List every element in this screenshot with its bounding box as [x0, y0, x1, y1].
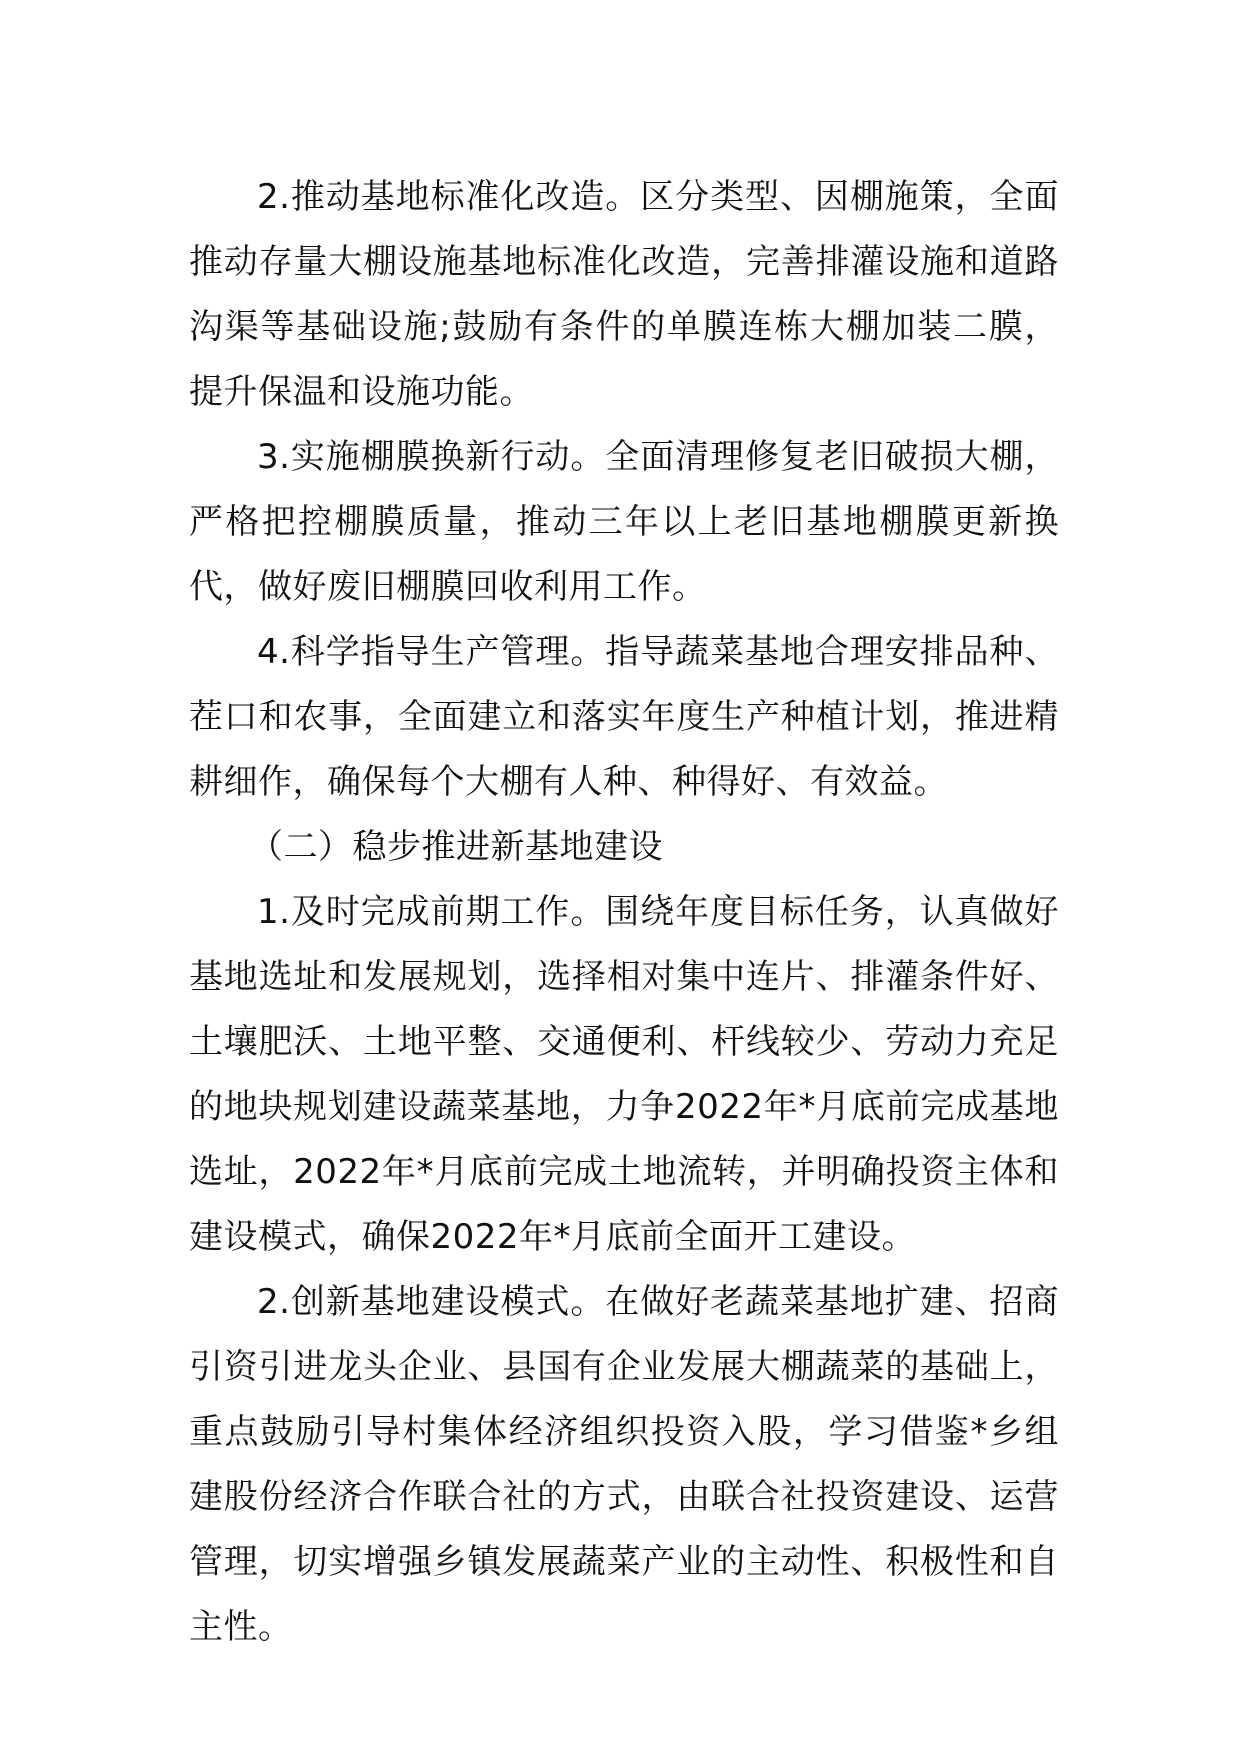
paragraph-standardization: 2.推动基地标准化改造。区分类型、因棚施策，全面推动存量大棚设施基地标准化改造，完善排灌设施和道路沟渠等基础设施;鼓励有条件的单膜连栋大棚加装二膜，提升保温和设施功能。 [189, 177, 1059, 412]
document-page [189, 165, 1059, 1660]
paragraph-production-management: 4.科学指导生产管理。指导蔬菜基地合理安排品种、茬口和农事，全面建立和落实年度生产种植计划，推进精耕细作，确保每个大棚有人种、种得好、有效益。 [189, 632, 1059, 802]
section-heading: （二）稳步推进新基地建设 [249, 827, 663, 867]
paragraph-preliminary-work: 1.及时完成前期工作。围绕年度目标任务，认真做好基地选址和发展规划，选择相对集中连片、排灌条件好、土壤肥沃、土地平整、交通便利、杆线较少、劳动力充足的地块规划建设蔬菜基地，力争2022年*月底前完成基地选址，2022年*月底前完成土地流转，并明确投资主体和建设模式，确保2022年*月底前全面开工建设。 [189, 892, 1059, 1257]
paragraph-construction-model: 2.创新基地建设模式。在做好老蔬菜基地扩建、招商引资引进龙头企业、县国有企业发展大棚蔬菜的基础上，重点鼓励引导村集体经济组织投资入股，学习借鉴*乡组建股份经济合作联合社的方式，由联合社投资建设、运营管理，切实增强乡镇发展蔬菜产业的主动性、积极性和自主性。 [189, 1282, 1059, 1647]
paragraph-film-renewal: 3.实施棚膜换新行动。全面清理修复老旧破损大棚，严格把控棚膜质量，推动三年以上老旧基地棚膜更新换代，做好废旧棚膜回收利用工作。 [189, 437, 1059, 607]
